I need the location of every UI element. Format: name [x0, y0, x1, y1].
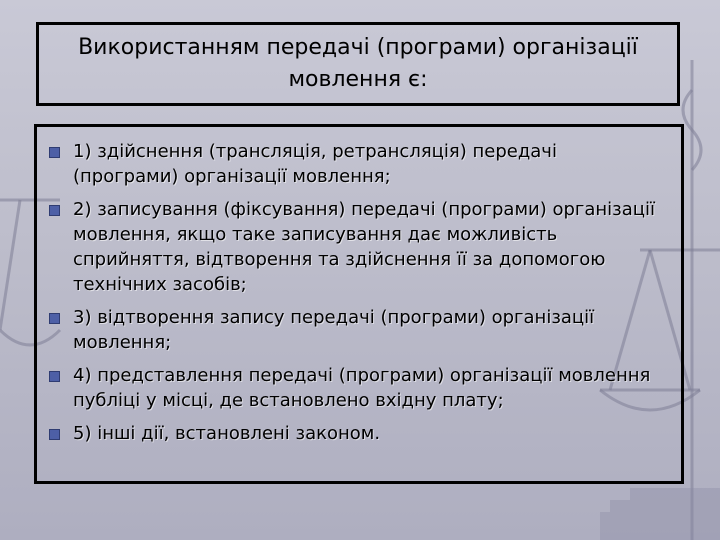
square-bullet-icon: [49, 205, 60, 216]
bullet-list: [49, 139, 661, 446]
square-bullet-icon: [49, 313, 60, 324]
square-bullet-icon: [49, 371, 60, 382]
list-item: [49, 305, 661, 355]
slide-content-box: [34, 124, 684, 484]
list-item-text: 2) записування (фіксування) передачі (програми) організації мовлення, якщо таке записування дає можливість сприйняття, відтворення та здійснення її за допомогою технічних засобів;: [73, 199, 656, 295]
list-item: [49, 197, 661, 297]
list-item: [49, 421, 661, 446]
list-item-text: 1) здійснення (трансляція, ретрансляція) передачі (програми) організації мовлення;: [73, 141, 557, 187]
list-item-text: 4) представлення передачі (програми) організації мовлення публіці у місці, де встановлено вхідну плату;: [73, 365, 651, 411]
list-item: [49, 363, 661, 413]
list-item-text: 3) відтворення запису передачі (програми) організації мовлення;: [73, 307, 595, 353]
list-item: [49, 139, 661, 189]
slide-title-box: [36, 22, 680, 106]
square-bullet-icon: [49, 147, 60, 158]
square-bullet-icon: [49, 429, 60, 440]
list-item-text: 5) інші дії, встановлені законом.: [73, 423, 381, 444]
slide-title: Використанням передачі (програми) організації мовлення є:: [78, 35, 638, 92]
